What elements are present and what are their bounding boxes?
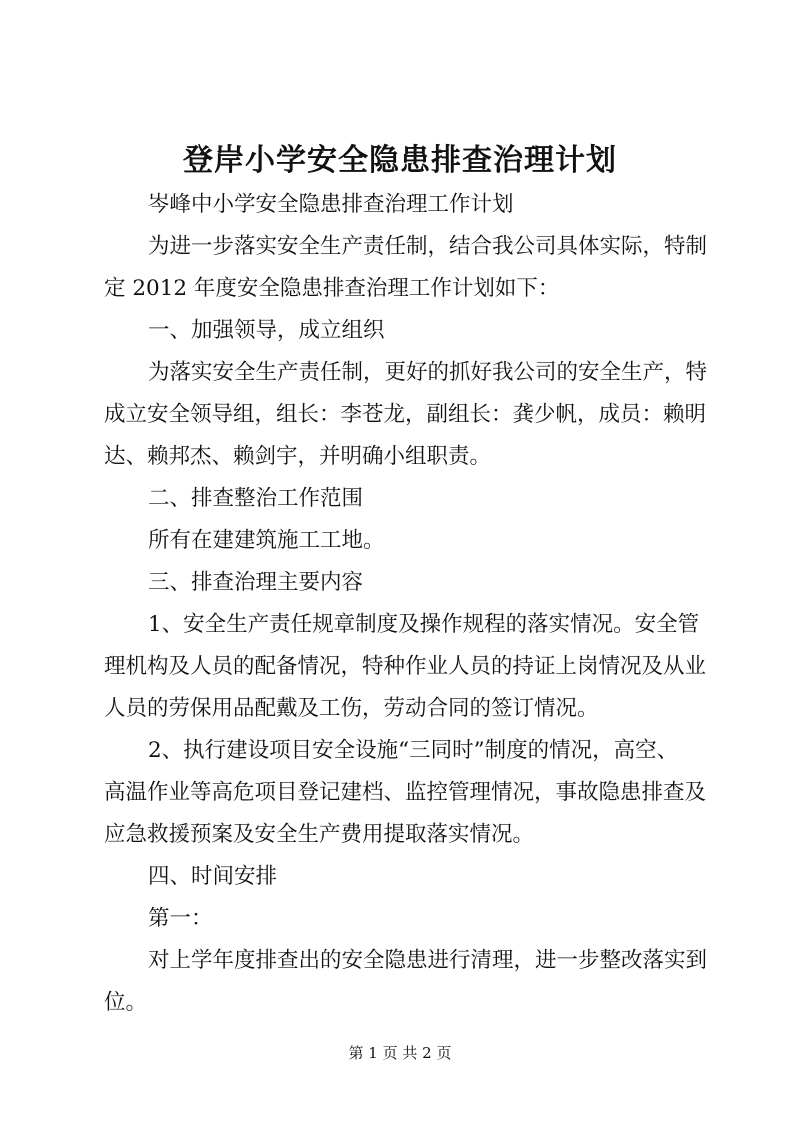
text-line-13: 人员的劳保用品配戴及工伤，劳动合同的签订情况。 (104, 696, 599, 721)
text-line-19: 对上学年度排查出的安全隐患进行清理，进一步整改落实到 (148, 948, 708, 973)
section-heading-1: 一、加强领导，成立组织 (148, 318, 385, 343)
text-line-15: 高温作业等高危项目登记建档、监控管理情况，事故隐患排查及 (104, 780, 707, 805)
text-line-12: 理机构及人员的配备情况，特种作业人员的持证上岗情况及从业 (104, 654, 707, 679)
text-line-1: 岑峰中小学安全隐患排查治理工作计划 (148, 192, 514, 217)
section-heading-2: 二、排查整治工作范围 (148, 486, 364, 511)
text-line-14: 2、执行建设项目安全设施“三同时”制度的情况，高空、 (148, 738, 679, 763)
document-title: 登岸小学安全隐患排查治理计划 (183, 143, 617, 178)
text-line-16: 应急救援预案及安全生产费用提取落实情况。 (104, 822, 535, 847)
text-line-20: 位。 (104, 990, 148, 1015)
section-heading-4: 四、时间安排 (148, 864, 278, 889)
text-line-9: 所有在建建筑施工工地。 (148, 528, 385, 553)
text-line-3: 定 2012 年度安全隐患排查治理工作计划如下： (104, 276, 560, 301)
text-line-11: 1、安全生产责任规章制度及操作规程的落实情况。安全管 (148, 612, 700, 637)
page-footer: 第 1 页 共 2 页 (348, 1044, 452, 1062)
text-line-6: 成立安全领导组，组长：李苍龙，副组长：龚少帆，成员：赖明 (104, 402, 707, 427)
text-line-18: 第一： (148, 906, 213, 931)
text-line-5: 为落实安全生产责任制，更好的抓好我公司的安全生产，特 (148, 360, 708, 385)
text-line-2: 为进一步落实安全生产责任制，结合我公司具体实际，特制 (148, 234, 708, 259)
section-heading-3: 三、排查治理主要内容 (148, 570, 364, 595)
text-line-7: 达、赖邦杰、赖剑宇，并明确小组职责。 (104, 444, 492, 469)
